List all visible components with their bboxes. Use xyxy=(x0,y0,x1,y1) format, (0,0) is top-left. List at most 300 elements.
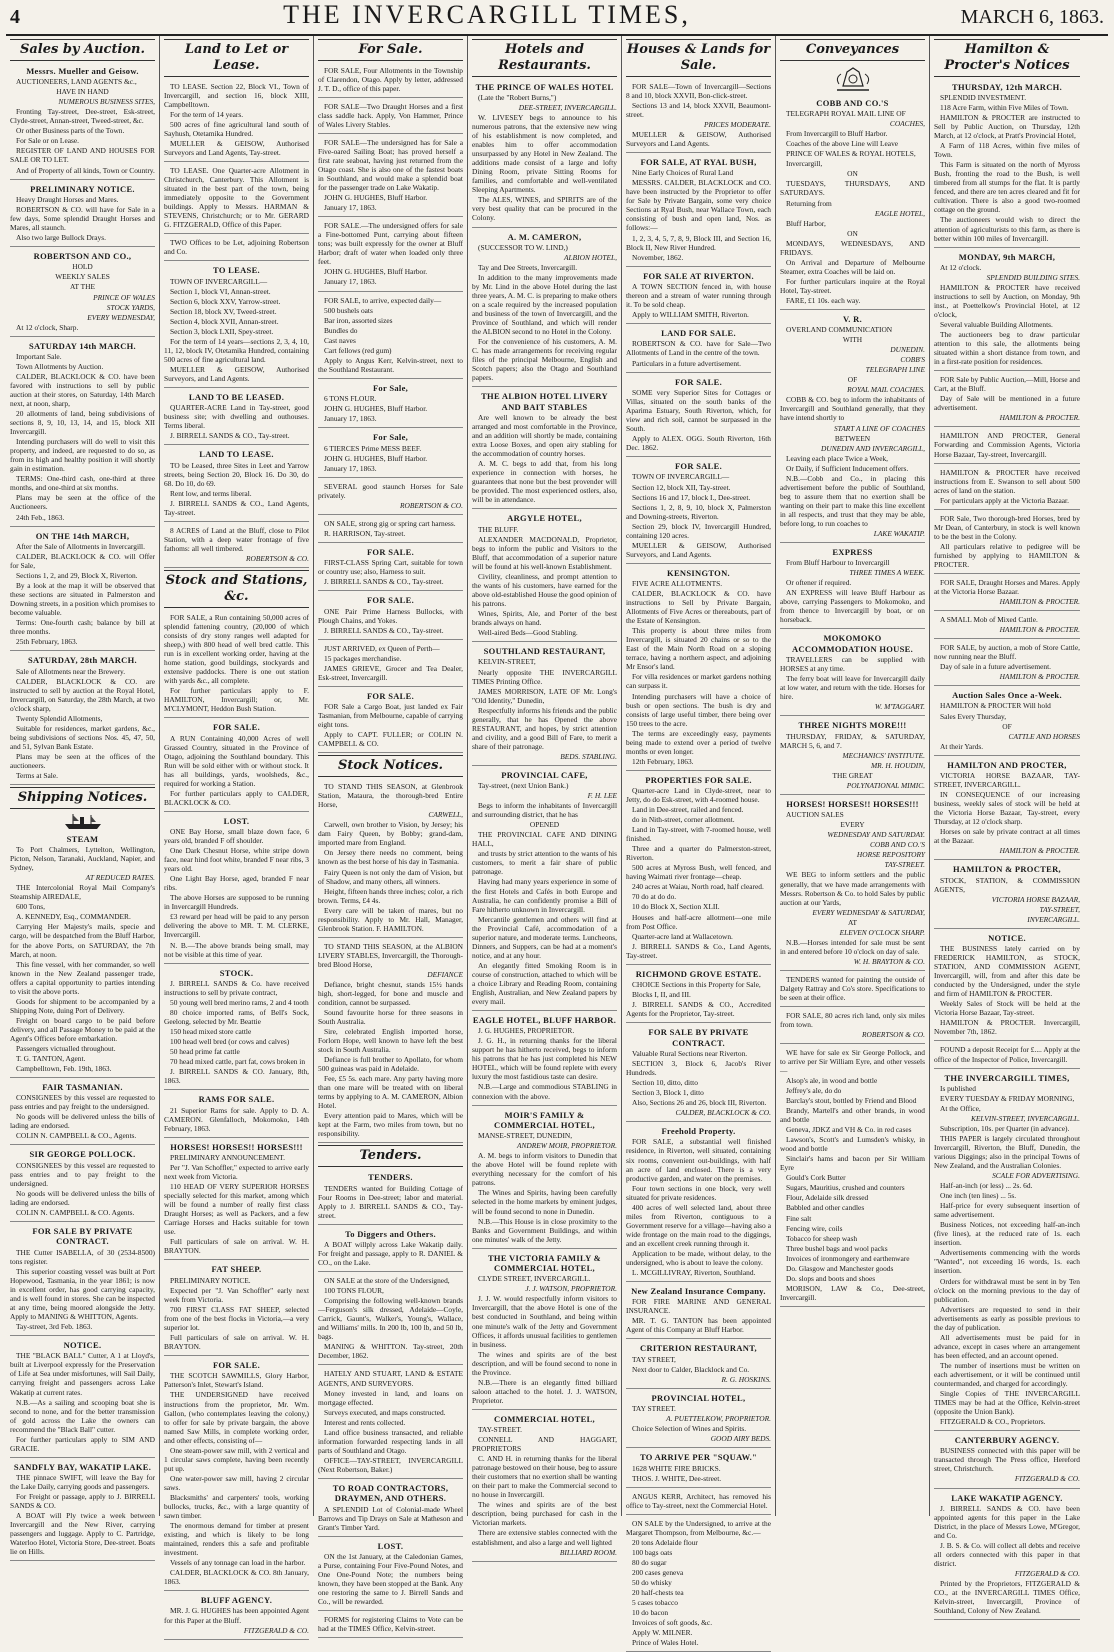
ad-text: Civility, cleanliness, and prompt attention to the wants of his customers, have earned for the above old-established House the good opinion of his patrons. xyxy=(472,571,617,608)
section-heading: Sales by Auction. xyxy=(10,39,155,61)
ad-text: VICTORIA HORSE BAZAAR, TAY-STREET, INVERCARGILL. xyxy=(934,771,1080,790)
ad-text: CALDER, BLACKLOCK & CO. will Offer for Sale, xyxy=(10,551,155,570)
ad-text: FITZGERALD & CO. xyxy=(1014,1569,1080,1579)
advertisement xyxy=(164,447,309,522)
ad-heading: ARGYLE HOTEL, xyxy=(507,513,582,524)
ad-text: The number of insertions must be written on each advertisement, or it will be continued until countermanded, and charged for accordingly. xyxy=(934,1360,1080,1388)
ad-text: OFFICE—TAY-STREET, INVERCARGILL (Next Robertson, Baker.) xyxy=(318,1455,463,1474)
ad-text: J. BIRRELL SANDS & CO., Tay-street. xyxy=(170,431,290,441)
ad-text: TOWN OF INVERCARGILL— xyxy=(170,276,268,286)
ad-text: Business Notices, not exceeding half-an-inch (five lines), at the reduced rate of 1s. each insertion. xyxy=(934,1220,1080,1248)
advertisement xyxy=(934,688,1080,756)
ad-text: Choice Selection of Wines and Spirits. xyxy=(632,1424,747,1434)
ad-text: HAVE IN HAND xyxy=(56,87,109,97)
ad-text: November, 1862. xyxy=(632,252,684,262)
advertisement xyxy=(318,64,463,98)
ad-text: Geneva, JDKZ and VH & Co. in red cases xyxy=(786,1125,912,1135)
advertisement xyxy=(318,593,463,639)
ad-text: Apply to Angus Kerr, Kelvin-street, next to the Southland Restaurant. xyxy=(318,355,463,374)
ad-text: PRINCE OF WALES xyxy=(93,292,155,302)
ad-text: COLIN N. CAMPBELL & CO. Agents. xyxy=(16,1207,135,1217)
ad-heading: Messrs. Mueller and Geisow. xyxy=(26,65,139,76)
ad-text: (SUCCESSOR TO W. LIND,) xyxy=(478,242,568,252)
ad-text: CALDER, BLACKLOCK & CO. are instructed to sell by auction at the Royal Hotel, Invercargill, on Saturday, the 28th March, at two o'clock sharp, xyxy=(10,676,155,713)
advertisement xyxy=(934,429,1080,463)
ad-text: OF xyxy=(1002,721,1012,731)
ad-text: The Wines and Spirits, having been carefully selected in the home markets by eminent judges, will be found second to none in Dunedin. xyxy=(472,1188,617,1216)
advertisement xyxy=(164,1140,309,1261)
ad-text: Apply to ALEX. OGG. South Riverton, 16th Dec. 1862. xyxy=(626,434,771,453)
ad-heading: SIR GEORGE POLLOCK. xyxy=(29,1149,136,1160)
ad-text: Apply to CAPT. FULLER; or COLIN N. CAMPBELL & CO. xyxy=(318,730,463,749)
ad-text: FITZGERALD & CO., Proprietors. xyxy=(940,1416,1046,1426)
ad-text: CALDER, BLACKLOCK & CO. have been favored with instructions to sell by public auction at their stores, on Saturday, 14th March next, at noon, sharp, xyxy=(10,372,155,409)
ad-text: Rent low, and terms liberal. xyxy=(170,488,252,498)
ad-text: Defiance is full brother to Apollato, for whom 500 guineas was paid in Adelaide. xyxy=(318,1055,463,1074)
ad-text: Day of Sale will be mentioned in a future advertisement. xyxy=(934,394,1080,413)
ad-text: Invercargill, xyxy=(786,159,823,169)
ad-text: J. J. W. would respectfully inform visitors to Invercargill, that the above Hotel is one of the best conducted in Southland, and being within one minute's walk of the Jetty and Government Offices, it affords unusual facilities to gentlemen in business. xyxy=(472,1294,617,1349)
ad-text: Or oftener if required. xyxy=(786,578,852,588)
ad-text: Bluff Harbor, xyxy=(786,218,826,228)
ad-text: A Farm of 118 Acres, within five miles of Town. xyxy=(934,141,1080,160)
ad-text: (Late the "Robert Burns,") xyxy=(478,93,557,103)
ad-text: AT THE xyxy=(70,282,95,292)
ad-text: J. J. WATSON, PROPRIETOR. xyxy=(525,1284,617,1294)
ad-text: 1628 WHITE FIRE BRICKS. xyxy=(632,1463,721,1473)
ad-text: For the convenience of his customers, A. M. C. has made arrangements for receiving regular files of the principal Melbourne, English and Scotch papers; also the Otago and Southland papers. xyxy=(472,337,617,383)
ad-heading: FOR SALE. xyxy=(212,1360,261,1371)
ad-text: Carwell, own brother to Vision, by Jersey; his dam Fairy Queen, by Bobby; grand-dam, imported mare from England. xyxy=(318,820,463,848)
ad-text: Bar iron, assorted sizes xyxy=(324,315,393,325)
ad-text: 100 bags oats xyxy=(632,1547,673,1557)
ad-text: HOLD xyxy=(72,262,93,272)
ad-text: 400 acres of well selected land, about three miles from Riverton, contiguous to a Government reserve for a village—having also a wide frontage on the main road to the diggings, and an excellent creek running through it. xyxy=(626,1202,771,1248)
advertisement xyxy=(318,1227,463,1272)
ad-heading: BLUFF AGENCY. xyxy=(200,1595,273,1606)
ad-text: JUST ARRIVED, ex Queen of Perth— xyxy=(324,643,440,653)
ad-heading: LAND TO LEASE. xyxy=(199,449,274,460)
advertisement xyxy=(318,517,463,543)
ad-text: Also two large Bullock Drays. xyxy=(16,233,106,243)
ad-text: Advertisers are requested to send in their advertisements as early as possible previous to the day of publication. xyxy=(934,1304,1080,1332)
ad-text: COLIN N. CAMPBELL & CO., Agents. xyxy=(16,1131,137,1141)
ad-heading: Freehold Property. xyxy=(661,1126,736,1137)
ad-text: 500 acres at Myross Bush, well fenced, and having Waimati river frontage—cheap. xyxy=(626,863,771,882)
ad-text: Carrying Her Majesty's mails, specie and cargo, will be despatched from the Bluff Harbor, for the above Ports, on SATURDAY, the 7th March, at noon. xyxy=(10,922,155,959)
ad-text: For further particulars inquire at the Royal Hotel, Tay-street. xyxy=(780,276,925,295)
advertisement xyxy=(626,1124,771,1282)
ad-text: FOR SALE, Four Allotments in the Township of Clarendon, Otago. Apply by letter, addressed J. T. D., office of this paper. xyxy=(318,65,463,93)
ad-text: DEE-STREET, INVERCARGILL. xyxy=(518,103,617,113)
advertisement xyxy=(472,644,617,766)
ad-text: A BOAT will Ply twice a week between Invercargill and the New River, carrying passengers and luggage. Apply to C. Partridge, Waterloo Hotel, Victoria Store, Dee-street. Boats lie on Hills. xyxy=(10,1511,155,1557)
ad-heading: TO ROAD CONTRACTORS, DRAYMEN, AND OTHERS. xyxy=(332,1482,449,1504)
ad-text: FOR SALE, Draught Horses and Mares. Apply at the Victoria Horse Bazaar. xyxy=(934,577,1080,596)
ad-text: Height, fifteen hands three inches; color, a rich brown. Terms, £4 4s. xyxy=(318,886,463,905)
ad-text: Quarter-acre Land in Clyde-street, near to Jetty, do do Esk-street, with 4-roomed house. xyxy=(626,786,771,805)
advertisement xyxy=(472,1251,617,1410)
ad-text: FOR SALE, to arrive, expected daily— xyxy=(324,295,442,305)
ad-text: From Bluff Harbour to Invercargill xyxy=(786,558,890,568)
ad-text: For further particulars apply to CALDER, BLACKLOCK & CO. xyxy=(164,788,309,807)
ad-text: For particulars apply at the Victoria Bazaar. xyxy=(940,495,1069,505)
ad-text: TENDERS wanted for painting the outside of Dalgety Rattray and Co's store. Specifications to be seen at their office. xyxy=(780,974,925,1002)
advertisement xyxy=(626,566,771,771)
ad-heading: HORSES! HORSES!! HORSES!!! xyxy=(786,798,919,809)
advertisement xyxy=(626,967,771,1023)
ad-text: 6 TIERCES Prime MESS BEEF. xyxy=(324,443,422,453)
ad-text: R. G. HOSKINS. xyxy=(721,1374,771,1384)
ad-text: 1, 2, 3, 4, 5, 7, 8, 9, Block III, and Section 16, Block II, New River Hundred. xyxy=(626,233,771,252)
ad-heading: HORSES! HORSES!! HORSES!!! xyxy=(170,1141,303,1152)
ad-text: J. BIRRELL SANDS & CO., Land Agents, Tay-street. xyxy=(164,498,309,517)
ad-text: The ALES, WINES, and SPIRITS are of the very best quality that can be procured in the Colony. xyxy=(472,195,617,223)
ad-text: ROBERTSON & CO. xyxy=(245,554,309,564)
ad-text: Babbled and other candles xyxy=(786,1203,865,1213)
ad-text: Every care will be taken of mares, but no responsibility. Apply to Mr. Hall, Manager, Glenbrook Station. F. HAMILTON. xyxy=(318,905,463,933)
ad-text: MANING & WHITTON. Tay-street, 20th December, 1862. xyxy=(318,1342,463,1361)
ad-text: TO LEASE. Section 22, Block VI., Town of Invercargill, and section 16, block XIII, Campbelltown. xyxy=(164,81,309,109)
ad-text: Cart fellows (red gum) xyxy=(324,345,392,355)
advertisement xyxy=(318,780,463,938)
section-heading: Hotels and Restaurants. xyxy=(472,39,617,77)
ad-heading: MOKOMOKO ACCOMMODATION HOUSE. xyxy=(791,633,914,654)
ad-text: W. H. BRAYTON & CO. xyxy=(853,956,925,966)
ad-heading: FOR SALE AT RIVERTON. xyxy=(643,270,754,281)
ad-text: TUESDAYS, THURSDAYS, AND SATURDAYS. xyxy=(780,179,925,198)
ad-text: Valuable Rural Sections near Riverton. xyxy=(632,1048,748,1058)
ad-heading: FOR SALE. xyxy=(674,461,723,472)
ad-text: TAY-STREET, xyxy=(1039,904,1080,914)
ad-text: TO STAND THIS SEASON, at Glenbrook Station, Mataura, the thorough-bred Entire Horse, xyxy=(318,782,463,810)
ad-text: Or Daily, if Sufficient Inducement offers. xyxy=(786,463,909,473)
ad-heading: MONDAY, 9th MARCH, xyxy=(958,251,1056,262)
advertisement xyxy=(318,1367,463,1478)
ad-text: THE BUSINESS lately carried on by FREDERICK HAMILTON, as STOCK, STATION, AND COMMISSION AGENT, Invercargill, will, from and after this date be conducted by the Undersigned, under the style and firm of HAMILTON & PROCTER. xyxy=(934,944,1080,999)
advertisement xyxy=(318,136,463,217)
advertisement xyxy=(780,797,925,971)
advertisement xyxy=(10,249,155,337)
ad-heading: LAKE WAKATIP AGENCY. xyxy=(951,1492,1063,1503)
ad-text: FITZGERALD & CO. xyxy=(243,1625,309,1635)
ad-text: TWO Offices to be Let, adjoining Robertson and Co. xyxy=(164,238,309,257)
ad-text: HAMILTON & PROCTER. xyxy=(999,624,1080,634)
advertisement xyxy=(934,1433,1080,1488)
ad-text: ON the 1st January, at the Caledonian Games, a Purse, containing Four Five-Pound Notes, and One One-Pound Note; the numbers being known, they have been stopped at the Bank. Any one restoring the same to J. Birrell Sands and Co., will be rewarded. xyxy=(318,1551,463,1607)
ad-text: FITZGERALD & CO. xyxy=(1014,1474,1080,1484)
ad-text: THE GREAT xyxy=(832,770,873,780)
ad-text: Freight on board cargo to be paid before delivery, and all Passage Money to be paid at the Agent's Offices before embarkation. xyxy=(10,1015,155,1043)
ad-text: HAMILTON & PROCTER. Invercargill, November 7th, 1862. xyxy=(934,1018,1080,1037)
ad-text: Town Allotments by Auction. xyxy=(16,362,104,372)
ad-text: 20 tons Adelaide flour xyxy=(632,1537,698,1547)
section-heading: Stock Notices. xyxy=(318,755,463,777)
ad-text: Terms: One-fourth cash; balance by bill at three months. xyxy=(10,618,155,637)
ad-text: J. BIRRELL SANDS & CO., Accredited Agents for the Proprietor, Tay-street. xyxy=(626,1000,771,1019)
ad-text: ROBERTSON & CO. have for Sale—Two Allotments of Land in the centre of the town. xyxy=(626,339,771,358)
ad-text: For the term of 14 years. xyxy=(170,109,244,119)
ad-text: Heavy Draught Horses and Mares. xyxy=(16,194,119,204)
ad-text: MUELLER & GEISOW, Authorised Surveyors, and Land Agents. xyxy=(626,540,771,559)
ad-text: KELVIN-STREET, INVERCARGILL. xyxy=(970,1113,1080,1123)
ad-text: INVERCARGILL. xyxy=(1027,914,1080,924)
advertisement xyxy=(780,631,925,716)
ad-text: 240 acres at Waiau, North road, half cleared. xyxy=(632,882,764,892)
advertisement xyxy=(934,373,1080,427)
advertisement xyxy=(626,1341,771,1388)
advertisement xyxy=(164,720,309,812)
ad-text: 50 do whisky xyxy=(632,1578,672,1588)
ad-text: Twenty Splendid Allotments, xyxy=(16,713,103,723)
ad-text: Fine salt xyxy=(786,1213,812,1223)
ad-text: Jeffrey's ale, do do xyxy=(786,1086,842,1096)
ad-text: GOOD AIRY BEDS. xyxy=(710,1434,771,1444)
ad-text: At their Yards. xyxy=(940,741,984,751)
ad-text: AUCTIONEERS, LAND AGENTS &c., xyxy=(16,77,137,87)
ad-heading: ON THE 14th MARCH, xyxy=(35,530,130,541)
ad-heading: FOR SALE. xyxy=(212,722,261,733)
ad-text: Printed by the Proprietors, FITZGERALD & CO., at the INVERCARGILL TIMES Office, Kelvin-street, Invercargill, Province of Southland, Colony of New Zealand. xyxy=(934,1579,1080,1616)
ad-text: Land in Tay-street, with 7-roomed house, well finished. xyxy=(626,825,771,844)
ad-text: For further particulars apply to SIM AND GRACIE. xyxy=(10,1434,155,1453)
advertisement xyxy=(318,294,463,379)
ad-text: 700 FIRST CLASS FAT SHEEP, selected from one of the best flocks in Victoria,—a very superior lot. xyxy=(164,1304,309,1332)
column-2 xyxy=(160,36,314,1635)
ad-text: FOR Sale a Cargo Boat, just landed ex Fair Tasmanian, from Melbourne, capable of carrying eight tons. xyxy=(318,702,463,730)
ad-text: TRAVELLERS can be supplied with HORSES at any time. xyxy=(780,655,925,674)
ad-text: ON SALE by the Undersigned, to arrive at the Margaret Thompson, from Melbourne, &c.— xyxy=(626,1518,771,1537)
ad-text: Section 3, block LXII, Spey-street. xyxy=(170,326,274,336)
ad-text: HATELY AND STUART, LAND & ESTATE AGENTS, AND SURVEYORS. xyxy=(318,1369,463,1388)
ad-heading: KENSINGTON. xyxy=(667,567,730,578)
ad-text: Or other Business parts of the Town. xyxy=(16,126,125,136)
ad-text: A. M. begs to inform visitors to Dunedin that the above Hotel will be found replete with everything necessary for the comfort of his patrons. xyxy=(472,1151,617,1188)
advertisement xyxy=(164,814,309,964)
royal-crest-icon xyxy=(833,64,873,94)
ad-text: 500 bushels oats xyxy=(324,305,373,315)
ad-text: HAMILTON & PROCTER have received instructions to sell by Auction, on Monday, 9th inst., at Poettelkow's Provincial Hotel, at 12 o'clock, xyxy=(934,283,1080,320)
ad-text: At 12 o'clock, Sharp. xyxy=(16,322,79,332)
advertisement xyxy=(626,269,771,324)
advertisement xyxy=(934,613,1080,639)
ad-text: Apply W. MILNER. xyxy=(632,1628,693,1638)
ad-text: Fee, £5 5s. each mare. Any party having more than one mare will be treated with on liberal terms by applying to A. M. CAMERON, Albion Hotel. xyxy=(318,1074,463,1111)
ad-text: Gould's Cork Butter xyxy=(786,1173,846,1183)
advertisement xyxy=(780,312,925,543)
ad-text: One steam-power saw mill, with 2 vertical and 1 circular saws complete, having been recently put up. xyxy=(164,1445,309,1473)
advertisement xyxy=(318,545,463,591)
column-7 xyxy=(930,36,1084,1616)
ad-text: January 17, 1863. xyxy=(324,463,377,473)
advertisement xyxy=(626,459,771,564)
ad-text: Single Copies of THE INVERCARGILL TIMES may be had at the Office, Kelvin-street (opposite the Union Bank). xyxy=(934,1388,1080,1416)
advertisement xyxy=(626,1517,771,1652)
ad-text: MUELLER & GEISOW, Authorised Surveyors and Land Agents. xyxy=(626,129,771,148)
ad-text: WEDNESDAY AND SATURDAY. xyxy=(827,830,925,840)
ad-text: TAY-STREET. xyxy=(478,1425,522,1435)
newspaper-title: THE INVERCARGILL TIMES, xyxy=(283,0,691,29)
ad-text: ON SALE at the store of the Undersigned, xyxy=(324,1276,450,1286)
ad-text: FOR Sale, Two thorough-bred Horses, bred by Mr Dean, of Canterbury, in stock is well known to be the best in the Colony. xyxy=(934,513,1080,541)
ad-text: 100 TONS FLOUR, xyxy=(324,1286,384,1296)
ad-text: Houses and half-acre allotment—one mile from Post Office. xyxy=(626,912,771,931)
ad-text: Well-aired Beds—Good Stabling. xyxy=(478,628,578,638)
advertisement xyxy=(934,931,1080,1042)
ad-heading: STEAM xyxy=(66,833,99,844)
ad-text: JOHN G. HUGHES, Bluff Harbor. xyxy=(324,267,428,277)
ad-text: At the Office, xyxy=(940,1103,981,1113)
ad-heading: PROVINCIAL HOTEL, xyxy=(651,1392,746,1403)
column-4 xyxy=(468,36,622,1557)
advertisement xyxy=(164,390,309,445)
advertisement xyxy=(934,512,1080,574)
ad-text: TAY STREET. xyxy=(632,1404,676,1414)
ad-text: PRICES MODERATE. xyxy=(703,119,771,129)
ad-text: Tay and Dee Streets, Invercargill. xyxy=(478,262,578,272)
ad-text: N. B.—The above brands being small, may not be visible at this time of year. xyxy=(164,940,309,959)
ad-text: The wines and spirits are of the best description, and will be found second to none in the Province. xyxy=(472,1349,617,1377)
ad-text: HAMILTON & PROCTER are instructed to Sell by Public Auction, on Thursday, 12th March, at 12 o'clock, at Pratt's Provincial Hotel, xyxy=(934,113,1080,141)
ad-text: Alsop's ale, in wood and bottle xyxy=(786,1076,878,1086)
ad-text: N.B.—Cobb and Co., in placing this advertisement before the public of Southland, beg to assure them that no exertion shall be wanting on their part to make this line excellent in all respects, and trust that they may be able, before long, to run coaches to xyxy=(780,473,925,528)
ad-text: COBB & CO. beg to inform the inhabitants of Invercargill and Southland generally, that they have intend shortly to xyxy=(780,395,925,423)
advertisement xyxy=(626,1490,771,1515)
ad-text: N.B.—This House is in close proximity to the Banks and Government Buildings, and within one minutes' walk of the Jetty. xyxy=(472,1216,617,1244)
section-heading: Houses & Lands for Sale. xyxy=(626,39,771,77)
ad-text: Land office business transacted, and reliable information forwarded respecting lands in all parts of Southland and Otago. xyxy=(318,1427,463,1455)
advertisement xyxy=(164,1358,309,1591)
ad-heading: LOST. xyxy=(377,1540,404,1551)
ad-text: In addition to the many improvements made by Mr. Lind in the above Hotel during the last three years, A. M. C. is preparing to make others on a scale required by the increased population and business of the town of Invercargill, and the Province of Southland, and which will render the ALBION second to no Hotel in the Colony. xyxy=(472,272,617,337)
ad-text: Coaches of the above Line will Leave xyxy=(786,139,899,149)
advertisement xyxy=(472,230,617,388)
issue-date: MARCH 6, 1863. xyxy=(960,6,1104,28)
ad-text: 8 ACRES of Land at the Bluff, close to Pilot Station, with a deep water frontage of five fathoms: all well timbered. xyxy=(164,525,309,554)
ad-text: THURSDAY, FRIDAY, & SATURDAY, MARCH 5, 6, and 7. xyxy=(780,731,925,750)
ad-text: STOCK YARDS, xyxy=(106,302,155,312)
ad-text: On Jersey there needs no comment, being known as the best horse of his day in Tasmania. xyxy=(318,848,463,867)
section-heading: Shipping Notices. xyxy=(10,787,155,809)
ad-text: Section 29, block IV, Invercargill Hundred, containing 120 acres. xyxy=(626,521,771,540)
ad-text: WE have for sale ex Sir George Pollock, and to arrive per Sir William Eyre, and other vessels— xyxy=(780,1047,925,1076)
advertisement xyxy=(164,1262,309,1356)
ad-text: The ferry boat will leave for Invercargill daily at low water, and return with the tide. Horses for hire. xyxy=(780,674,925,702)
advertisement xyxy=(472,80,617,228)
ad-text: Land in Dee-street, railed and fenced. xyxy=(632,805,744,815)
ad-text: 118 Acre Farm, within Five Miles of Town. xyxy=(940,103,1069,113)
ad-heading: THREE NIGHTS MORE!!! xyxy=(798,720,907,731)
advertisement xyxy=(164,524,309,568)
ad-text: Sections 16 and 17, block I., Dee-street. xyxy=(632,492,751,502)
column-3 xyxy=(314,36,468,1634)
ad-text: A SMALL Mob of Mixed Cattle. xyxy=(940,614,1038,624)
ad-text: FARE, £1 10s. each way. xyxy=(786,295,861,305)
ad-text: 15 packages merchandise. xyxy=(324,653,402,663)
advertisement xyxy=(472,1108,617,1249)
ad-text: Fencing wire, coils xyxy=(786,1223,843,1233)
ad-text: CONNELL AND HAGGART, PROPRIETORS xyxy=(472,1435,617,1454)
section-heading: Conveyances xyxy=(780,39,925,61)
ad-text: EVERY WEDNESDAY, xyxy=(87,312,155,322)
ad-text: Surveys executed, and maps constructed. xyxy=(324,1407,446,1417)
advertisement xyxy=(472,768,617,1011)
ad-text: JOHN G. HUGHES, Bluff Harbor. xyxy=(324,453,428,463)
ad-text: J. BIRRELL SANDS & Co., Land Agents, Tay-street. xyxy=(626,941,771,960)
ad-text: A BOAT willply across Lake Wakatip daily. For freight and passage, apply to R. DANIEL & CO., on the Lake. xyxy=(318,1240,463,1268)
ad-text: N.B.—Large and commodious STABLING in connexion with the above. xyxy=(472,1082,617,1101)
ad-text: January 17, 1863. xyxy=(324,277,377,287)
advertisement xyxy=(318,1481,463,1537)
ad-text: This fine vessel, with her commander, so well known in the New Zealand passenger trade, offers a capital opportunity to parties intending to visit the above ports. xyxy=(10,959,155,996)
ad-text: The wines and spirits are of the best description, being purchased for cash in the Victorian markets. xyxy=(472,1500,617,1528)
ad-text: T. G. TANTON, Agent. xyxy=(16,1053,86,1063)
ad-text: Sire, celebrated English imported horse, Forlorn Hope, well known to have left the best stock in South Australia. xyxy=(318,1027,463,1055)
section-heading: Land to Let or Lease. xyxy=(164,39,309,77)
ad-heading: PROPERTIES FOR SALE. xyxy=(645,774,752,785)
ad-text: 5 cases tobacco xyxy=(632,1598,678,1608)
ad-heading: LAND FOR SALE. xyxy=(661,328,736,339)
ad-text: Money invested in land, and loans on mortgage effected. xyxy=(318,1388,463,1407)
advertisement xyxy=(626,1450,771,1487)
advertisement xyxy=(318,940,463,1144)
ad-text: For further particulars apply to F. HAMILTON, Invercargill; or, Mr. M'CLYMONT, Heddon Bush Station. xyxy=(164,686,309,714)
advertisement xyxy=(164,1092,309,1137)
ad-text: HAMILTON & PROCTER. xyxy=(999,413,1080,423)
ad-text: Sections 13 and 14, block XXVII, Beaumont-street. xyxy=(626,100,771,119)
ad-text: TO be Leased, three Sites in Leet and Yarrow streets, being Section 20, Block 16. Do 30, do 68. Do 10, do 69. xyxy=(164,460,309,488)
ad-text: And of Property of all kinds, Town or Country. xyxy=(16,165,155,175)
advertisement xyxy=(164,966,309,1091)
advertisement xyxy=(318,100,463,134)
ad-text: N.B.—As a sailing and scooping boat she is second to none, and for the better transmission of gold across the Lake the owners can recommend the "Black Ball" cutter. xyxy=(10,1397,155,1434)
ad-text: The auctioneers beg to draw particular attention to this sale, the allotments being situated within a short distance from town, and in a first-rate position for residences. xyxy=(934,330,1080,367)
ad-heading: TENDERS. xyxy=(368,1172,413,1183)
ad-text: 110 HEAD OF VERY SUPERIOR HORSES specially selected for this market, among which will be found a number of really first class Draught Horses; as well as Packers, and a few Carriage Horses and Hacks suitable for town use. xyxy=(164,1182,309,1237)
ad-text: TO STAND THIS SEASON, at the ALBION LIVERY STABLES, Invercargill, the Thorough-bred Blood Horse, xyxy=(318,941,463,969)
ad-text: Section 12, block XII, Tay-street. xyxy=(632,482,731,492)
ad-text: TAY STREET, xyxy=(632,1354,676,1364)
ad-text: This superior coasting vessel was built at Port Hopewood, Tasmania, in the year 1861; is now in excellent order, has good carrying capacity, and is well found in stores. She can be inspected at any time, being moored alongside the Jetty. Apply to MANING & WHITTON, Agents. xyxy=(10,1266,155,1321)
ad-text: After the Sale of Allotments in Invercargill. xyxy=(16,541,145,551)
advertisement xyxy=(934,466,1080,510)
ad-text: One water-power saw mill, having 2 circular saws. xyxy=(164,1473,309,1492)
ad-text: A. PUETTELKOW, PROPRIETOR. xyxy=(666,1414,771,1424)
ad-heading: CANTERBURY AGENCY. xyxy=(954,1435,1060,1446)
ad-heading: THE PRINCE OF WALES HOTEL xyxy=(475,81,614,92)
advertisement xyxy=(10,1147,155,1222)
ad-text: HAMILTON & PROCTER. xyxy=(999,672,1080,682)
ad-text: THE PROVINCIAL CAFE AND DINING HALL, xyxy=(472,830,617,849)
column-5 xyxy=(622,36,776,1648)
advertisement xyxy=(472,511,617,642)
advertisement xyxy=(164,80,309,162)
ad-text: SOME very Superior Sites for Cottages or Villas, situated on the south banks of the Aparima Estuary, South Riverton, which, for view and rich soil, cannot be surpassed in the South. xyxy=(626,387,771,434)
ad-text: Sugars, Mauritius, crushed and counters xyxy=(786,1183,905,1193)
ad-text: On Arrival and Departure of Melbourne Steamer, extra Coaches will be laid on. xyxy=(780,257,925,276)
ad-text: Defiance, bright chesnut, stands 15½ hands high, short-legged, for bone and muscle and condition, cannot be surpassed. xyxy=(318,979,463,1007)
ad-text: CARWELL, xyxy=(428,810,463,820)
advertisement xyxy=(780,1046,925,1307)
ad-text: Intending purchasers will do well to visit this property, and indeed, are requested to do so, as from its high and healthy position it will shortly gain in estimation. xyxy=(10,437,155,474)
ad-heading: THURSDAY, 12th MARCH. xyxy=(951,81,1063,92)
ad-text: THE "BLACK BALL" Cutter, A 1 at Lloyd's, built at Liverpool expressly for the Preservation of Life at Sea under misfortunes, will Sail Daily, carrying freight and passengers across Lake Wakatip at current rates. xyxy=(10,1351,155,1397)
ad-heading: ROBERTSON AND CO., xyxy=(33,251,132,262)
ad-text: Expected per "J. Van Schoffler" early next week from Victoria. xyxy=(164,1285,309,1304)
ad-heading: New Zealand Insurance Company. xyxy=(631,1285,766,1296)
ad-text: By a look at the map it will be observed that these sections are situated in Palmerston and Downing streets, in a position which promises to become valuable. xyxy=(10,581,155,618)
ad-text: ALBION HOTEL, xyxy=(564,252,617,262)
